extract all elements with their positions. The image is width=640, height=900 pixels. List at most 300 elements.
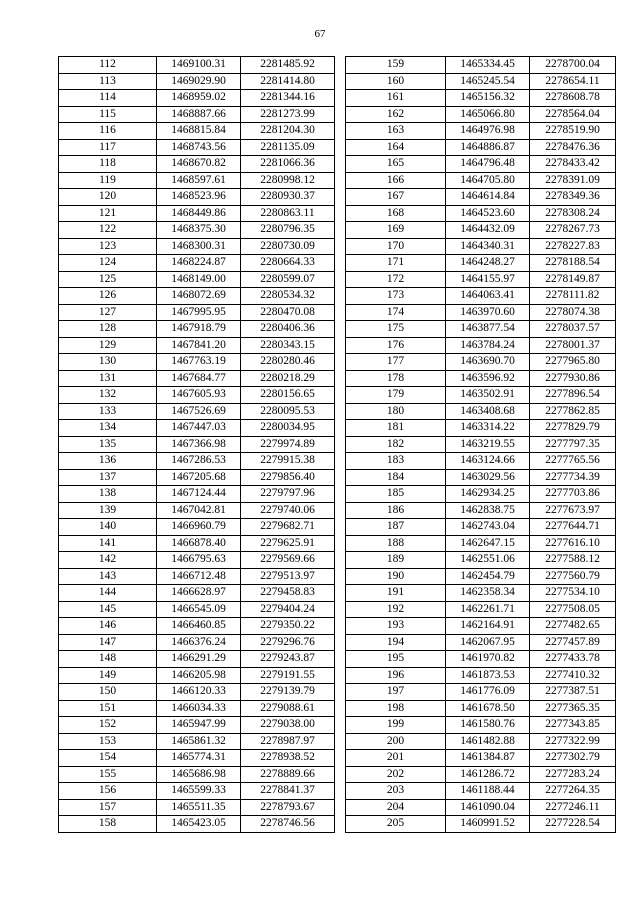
point-number-cell: 156 xyxy=(59,783,157,800)
x-coordinate-cell: 1466712.48 xyxy=(157,568,241,585)
table-row xyxy=(346,123,616,140)
x-coordinate-cell: 1462164.91 xyxy=(446,618,530,635)
x-coordinate-cell: 1465599.33 xyxy=(157,783,241,800)
point-number-cell: 138 xyxy=(59,486,157,503)
table-row xyxy=(59,634,335,651)
y-coordinate-cell: 2277965.80 xyxy=(530,354,616,371)
point-number-cell: 135 xyxy=(59,436,157,453)
table-row xyxy=(59,552,335,569)
x-coordinate-cell: 1465947.99 xyxy=(157,717,241,734)
table-row xyxy=(59,799,335,816)
x-coordinate-cell: 1462067.95 xyxy=(446,634,530,651)
y-coordinate-cell: 2277365.35 xyxy=(530,700,616,717)
y-coordinate-cell: 2278889.66 xyxy=(241,766,335,783)
table-row xyxy=(59,684,335,701)
y-coordinate-cell: 2280034.95 xyxy=(241,420,335,437)
x-coordinate-cell: 1467124.44 xyxy=(157,486,241,503)
table-row xyxy=(59,519,335,536)
point-number-cell: 182 xyxy=(346,436,446,453)
table-row xyxy=(346,238,616,255)
table-row xyxy=(346,139,616,156)
point-number-cell: 157 xyxy=(59,799,157,816)
x-coordinate-cell: 1468300.31 xyxy=(157,238,241,255)
point-number-cell: 195 xyxy=(346,651,446,668)
point-number-cell: 192 xyxy=(346,601,446,618)
y-coordinate-cell: 2280406.36 xyxy=(241,321,335,338)
point-number-cell: 198 xyxy=(346,700,446,717)
point-number-cell: 132 xyxy=(59,387,157,404)
x-coordinate-cell: 1466628.97 xyxy=(157,585,241,602)
y-coordinate-cell: 2279350.22 xyxy=(241,618,335,635)
x-coordinate-cell: 1465423.05 xyxy=(157,816,241,833)
table-row xyxy=(59,816,335,833)
x-coordinate-cell: 1466034.33 xyxy=(157,700,241,717)
table-row xyxy=(59,766,335,783)
table-row xyxy=(59,106,335,123)
x-coordinate-cell: 1467286.53 xyxy=(157,453,241,470)
point-number-cell: 118 xyxy=(59,156,157,173)
x-coordinate-cell: 1469029.90 xyxy=(157,73,241,90)
x-coordinate-cell: 1462647.15 xyxy=(446,535,530,552)
table-row xyxy=(59,205,335,222)
x-coordinate-cell: 1465066.80 xyxy=(446,106,530,123)
point-number-cell: 152 xyxy=(59,717,157,734)
point-number-cell: 137 xyxy=(59,469,157,486)
y-coordinate-cell: 2278001.37 xyxy=(530,337,616,354)
point-number-cell: 131 xyxy=(59,370,157,387)
x-coordinate-cell: 1468887.66 xyxy=(157,106,241,123)
point-number-cell: 183 xyxy=(346,453,446,470)
table-row xyxy=(59,139,335,156)
point-number-cell: 133 xyxy=(59,403,157,420)
table-row xyxy=(59,57,335,74)
point-number-cell: 126 xyxy=(59,288,157,305)
x-coordinate-cell: 1461384.87 xyxy=(446,750,530,767)
x-coordinate-cell: 1465245.54 xyxy=(446,73,530,90)
point-number-cell: 203 xyxy=(346,783,446,800)
y-coordinate-cell: 2277433.78 xyxy=(530,651,616,668)
point-number-cell: 193 xyxy=(346,618,446,635)
point-number-cell: 141 xyxy=(59,535,157,552)
table-row xyxy=(346,321,616,338)
table-row xyxy=(346,502,616,519)
x-coordinate-cell: 1467447.03 xyxy=(157,420,241,437)
table-row xyxy=(59,321,335,338)
y-coordinate-cell: 2281135.09 xyxy=(241,139,335,156)
y-coordinate-cell: 2280998.12 xyxy=(241,172,335,189)
point-number-cell: 116 xyxy=(59,123,157,140)
point-number-cell: 187 xyxy=(346,519,446,536)
y-coordinate-cell: 2279915.38 xyxy=(241,453,335,470)
table-row xyxy=(59,189,335,206)
table-row xyxy=(59,453,335,470)
table-row xyxy=(346,271,616,288)
table-row xyxy=(346,222,616,239)
x-coordinate-cell: 1466878.40 xyxy=(157,535,241,552)
y-coordinate-cell: 2277343.85 xyxy=(530,717,616,734)
x-coordinate-cell: 1464248.27 xyxy=(446,255,530,272)
point-number-cell: 143 xyxy=(59,568,157,585)
y-coordinate-cell: 2277797.35 xyxy=(530,436,616,453)
table-row xyxy=(346,799,616,816)
point-number-cell: 202 xyxy=(346,766,446,783)
x-coordinate-cell: 1466545.09 xyxy=(157,601,241,618)
x-coordinate-cell: 1467605.93 xyxy=(157,387,241,404)
point-number-cell: 149 xyxy=(59,667,157,684)
table-row xyxy=(346,403,616,420)
y-coordinate-cell: 2279797.96 xyxy=(241,486,335,503)
table-row xyxy=(346,618,616,635)
y-coordinate-cell: 2277588.12 xyxy=(530,552,616,569)
point-number-cell: 172 xyxy=(346,271,446,288)
point-number-cell: 136 xyxy=(59,453,157,470)
point-number-cell: 196 xyxy=(346,667,446,684)
table-row xyxy=(59,255,335,272)
point-number-cell: 127 xyxy=(59,304,157,321)
table-row xyxy=(59,156,335,173)
x-coordinate-cell: 1464705.80 xyxy=(446,172,530,189)
x-coordinate-cell: 1463970.60 xyxy=(446,304,530,321)
table-row xyxy=(346,420,616,437)
point-number-cell: 188 xyxy=(346,535,446,552)
table-row xyxy=(346,436,616,453)
point-number-cell: 117 xyxy=(59,139,157,156)
x-coordinate-cell: 1461090.04 xyxy=(446,799,530,816)
y-coordinate-cell: 2278519.90 xyxy=(530,123,616,140)
table-row xyxy=(346,783,616,800)
x-coordinate-cell: 1464523.60 xyxy=(446,205,530,222)
x-coordinate-cell: 1463690.70 xyxy=(446,354,530,371)
y-coordinate-cell: 2278746.56 xyxy=(241,816,335,833)
table-row xyxy=(346,255,616,272)
table-row xyxy=(59,370,335,387)
y-coordinate-cell: 2278111.82 xyxy=(530,288,616,305)
table-row xyxy=(346,601,616,618)
table-row xyxy=(59,222,335,239)
point-number-cell: 199 xyxy=(346,717,446,734)
x-coordinate-cell: 1463596.92 xyxy=(446,370,530,387)
point-number-cell: 191 xyxy=(346,585,446,602)
table-row xyxy=(346,700,616,717)
table-row xyxy=(346,750,616,767)
y-coordinate-cell: 2279038.00 xyxy=(241,717,335,734)
table-row xyxy=(59,667,335,684)
point-number-cell: 189 xyxy=(346,552,446,569)
y-coordinate-cell: 2277508.05 xyxy=(530,601,616,618)
table-row xyxy=(346,288,616,305)
point-number-cell: 139 xyxy=(59,502,157,519)
x-coordinate-cell: 1467763.19 xyxy=(157,354,241,371)
point-number-cell: 129 xyxy=(59,337,157,354)
table-row xyxy=(59,651,335,668)
x-coordinate-cell: 1463877.54 xyxy=(446,321,530,338)
point-number-cell: 121 xyxy=(59,205,157,222)
x-coordinate-cell: 1468449.86 xyxy=(157,205,241,222)
coordinates-table-left-body xyxy=(59,57,335,833)
y-coordinate-cell: 2280218.29 xyxy=(241,370,335,387)
table-row xyxy=(346,568,616,585)
y-coordinate-cell: 2277930.86 xyxy=(530,370,616,387)
x-coordinate-cell: 1469100.31 xyxy=(157,57,241,74)
table-row xyxy=(59,354,335,371)
point-number-cell: 184 xyxy=(346,469,446,486)
x-coordinate-cell: 1462358.34 xyxy=(446,585,530,602)
table-row xyxy=(59,618,335,635)
x-coordinate-cell: 1468149.00 xyxy=(157,271,241,288)
y-coordinate-cell: 2278188.54 xyxy=(530,255,616,272)
y-coordinate-cell: 2279243.87 xyxy=(241,651,335,668)
x-coordinate-cell: 1463408.68 xyxy=(446,403,530,420)
y-coordinate-cell: 2279296.76 xyxy=(241,634,335,651)
table-row xyxy=(59,238,335,255)
table-row xyxy=(346,519,616,536)
x-coordinate-cell: 1462551.06 xyxy=(446,552,530,569)
y-coordinate-cell: 2277673.97 xyxy=(530,502,616,519)
point-number-cell: 158 xyxy=(59,816,157,833)
y-coordinate-cell: 2281485.92 xyxy=(241,57,335,74)
y-coordinate-cell: 2280470.08 xyxy=(241,304,335,321)
table-row xyxy=(346,387,616,404)
x-coordinate-cell: 1465156.32 xyxy=(446,90,530,107)
y-coordinate-cell: 2278227.83 xyxy=(530,238,616,255)
y-coordinate-cell: 2280796.35 xyxy=(241,222,335,239)
y-coordinate-cell: 2278793.67 xyxy=(241,799,335,816)
table-row xyxy=(59,271,335,288)
y-coordinate-cell: 2278349.36 xyxy=(530,189,616,206)
table-row xyxy=(59,73,335,90)
y-coordinate-cell: 2281273.99 xyxy=(241,106,335,123)
table-row xyxy=(346,172,616,189)
point-number-cell: 180 xyxy=(346,403,446,420)
x-coordinate-cell: 1467684.77 xyxy=(157,370,241,387)
table-row xyxy=(346,486,616,503)
y-coordinate-cell: 2281414.80 xyxy=(241,73,335,90)
point-number-cell: 145 xyxy=(59,601,157,618)
x-coordinate-cell: 1466460.85 xyxy=(157,618,241,635)
table-row xyxy=(59,288,335,305)
table-row xyxy=(59,585,335,602)
y-coordinate-cell: 2279088.61 xyxy=(241,700,335,717)
y-coordinate-cell: 2277482.65 xyxy=(530,618,616,635)
y-coordinate-cell: 2281066.36 xyxy=(241,156,335,173)
x-coordinate-cell: 1461286.72 xyxy=(446,766,530,783)
point-number-cell: 179 xyxy=(346,387,446,404)
point-number-cell: 174 xyxy=(346,304,446,321)
point-number-cell: 204 xyxy=(346,799,446,816)
table-row xyxy=(346,717,616,734)
y-coordinate-cell: 2280156.65 xyxy=(241,387,335,404)
y-coordinate-cell: 2277644.71 xyxy=(530,519,616,536)
y-coordinate-cell: 2278700.04 xyxy=(530,57,616,74)
x-coordinate-cell: 1461678.50 xyxy=(446,700,530,717)
table-row xyxy=(59,90,335,107)
x-coordinate-cell: 1463314.22 xyxy=(446,420,530,437)
point-number-cell: 115 xyxy=(59,106,157,123)
y-coordinate-cell: 2278476.36 xyxy=(530,139,616,156)
x-coordinate-cell: 1468959.02 xyxy=(157,90,241,107)
point-number-cell: 134 xyxy=(59,420,157,437)
y-coordinate-cell: 2277264.35 xyxy=(530,783,616,800)
y-coordinate-cell: 2278267.73 xyxy=(530,222,616,239)
table-row xyxy=(59,700,335,717)
x-coordinate-cell: 1464976.98 xyxy=(446,123,530,140)
y-coordinate-cell: 2280730.09 xyxy=(241,238,335,255)
y-coordinate-cell: 2278841.37 xyxy=(241,783,335,800)
y-coordinate-cell: 2279625.91 xyxy=(241,535,335,552)
x-coordinate-cell: 1461482.88 xyxy=(446,733,530,750)
table-row xyxy=(346,370,616,387)
y-coordinate-cell: 2277560.79 xyxy=(530,568,616,585)
x-coordinate-cell: 1467042.81 xyxy=(157,502,241,519)
y-coordinate-cell: 2281204.30 xyxy=(241,123,335,140)
point-number-cell: 153 xyxy=(59,733,157,750)
y-coordinate-cell: 2279740.06 xyxy=(241,502,335,519)
point-number-cell: 201 xyxy=(346,750,446,767)
y-coordinate-cell: 2278037.57 xyxy=(530,321,616,338)
y-coordinate-cell: 2280599.07 xyxy=(241,271,335,288)
x-coordinate-cell: 1462934.25 xyxy=(446,486,530,503)
point-number-cell: 162 xyxy=(346,106,446,123)
x-coordinate-cell: 1468224.87 xyxy=(157,255,241,272)
y-coordinate-cell: 2281344.16 xyxy=(241,90,335,107)
table-row xyxy=(346,535,616,552)
point-number-cell: 147 xyxy=(59,634,157,651)
y-coordinate-cell: 2279191.55 xyxy=(241,667,335,684)
point-number-cell: 119 xyxy=(59,172,157,189)
point-number-cell: 113 xyxy=(59,73,157,90)
x-coordinate-cell: 1464886.87 xyxy=(446,139,530,156)
x-coordinate-cell: 1463784.24 xyxy=(446,337,530,354)
x-coordinate-cell: 1466795.63 xyxy=(157,552,241,569)
table-row xyxy=(346,189,616,206)
point-number-cell: 163 xyxy=(346,123,446,140)
y-coordinate-cell: 2277283.24 xyxy=(530,766,616,783)
y-coordinate-cell: 2277387.51 xyxy=(530,684,616,701)
x-coordinate-cell: 1463219.55 xyxy=(446,436,530,453)
point-number-cell: 171 xyxy=(346,255,446,272)
table-row xyxy=(346,205,616,222)
point-number-cell: 169 xyxy=(346,222,446,239)
x-coordinate-cell: 1464614.84 xyxy=(446,189,530,206)
table-row xyxy=(59,733,335,750)
point-number-cell: 170 xyxy=(346,238,446,255)
page-number: 67 xyxy=(314,28,326,40)
y-coordinate-cell: 2278938.52 xyxy=(241,750,335,767)
y-coordinate-cell: 2280930.37 xyxy=(241,189,335,206)
x-coordinate-cell: 1463029.56 xyxy=(446,469,530,486)
point-number-cell: 130 xyxy=(59,354,157,371)
point-number-cell: 200 xyxy=(346,733,446,750)
x-coordinate-cell: 1466376.24 xyxy=(157,634,241,651)
point-number-cell: 154 xyxy=(59,750,157,767)
x-coordinate-cell: 1463124.66 xyxy=(446,453,530,470)
table-row xyxy=(346,453,616,470)
y-coordinate-cell: 2280095.53 xyxy=(241,403,335,420)
x-coordinate-cell: 1466205.98 xyxy=(157,667,241,684)
table-row xyxy=(346,156,616,173)
table-row xyxy=(59,436,335,453)
point-number-cell: 186 xyxy=(346,502,446,519)
y-coordinate-cell: 2278308.24 xyxy=(530,205,616,222)
table-row xyxy=(346,106,616,123)
table-row xyxy=(346,733,616,750)
x-coordinate-cell: 1462743.04 xyxy=(446,519,530,536)
point-number-cell: 148 xyxy=(59,651,157,668)
point-number-cell: 140 xyxy=(59,519,157,536)
table-row xyxy=(346,634,616,651)
table-row xyxy=(59,304,335,321)
x-coordinate-cell: 1467526.69 xyxy=(157,403,241,420)
y-coordinate-cell: 2278608.78 xyxy=(530,90,616,107)
table-row xyxy=(346,469,616,486)
table-row xyxy=(59,783,335,800)
point-number-cell: 190 xyxy=(346,568,446,585)
x-coordinate-cell: 1462838.75 xyxy=(446,502,530,519)
table-row xyxy=(59,420,335,437)
coordinates-table-right xyxy=(345,56,616,833)
y-coordinate-cell: 2277457.89 xyxy=(530,634,616,651)
point-number-cell: 165 xyxy=(346,156,446,173)
x-coordinate-cell: 1461776.09 xyxy=(446,684,530,701)
y-coordinate-cell: 2279856.40 xyxy=(241,469,335,486)
y-coordinate-cell: 2280534.32 xyxy=(241,288,335,305)
x-coordinate-cell: 1467918.79 xyxy=(157,321,241,338)
table-row xyxy=(59,387,335,404)
y-coordinate-cell: 2280280.46 xyxy=(241,354,335,371)
table-row xyxy=(346,73,616,90)
point-number-cell: 114 xyxy=(59,90,157,107)
point-number-cell: 178 xyxy=(346,370,446,387)
table-row xyxy=(346,552,616,569)
y-coordinate-cell: 2277228.54 xyxy=(530,816,616,833)
point-number-cell: 124 xyxy=(59,255,157,272)
x-coordinate-cell: 1460991.52 xyxy=(446,816,530,833)
point-number-cell: 151 xyxy=(59,700,157,717)
x-coordinate-cell: 1466120.33 xyxy=(157,684,241,701)
table-row xyxy=(59,469,335,486)
y-coordinate-cell: 2280343.15 xyxy=(241,337,335,354)
point-number-cell: 167 xyxy=(346,189,446,206)
x-coordinate-cell: 1462261.71 xyxy=(446,601,530,618)
x-coordinate-cell: 1466291.29 xyxy=(157,651,241,668)
x-coordinate-cell: 1465861.32 xyxy=(157,733,241,750)
y-coordinate-cell: 2279404.24 xyxy=(241,601,335,618)
x-coordinate-cell: 1466960.79 xyxy=(157,519,241,536)
y-coordinate-cell: 2280664.33 xyxy=(241,255,335,272)
table-row xyxy=(346,667,616,684)
point-number-cell: 120 xyxy=(59,189,157,206)
table-row xyxy=(346,304,616,321)
y-coordinate-cell: 2279974.89 xyxy=(241,436,335,453)
point-number-cell: 177 xyxy=(346,354,446,371)
y-coordinate-cell: 2277734.39 xyxy=(530,469,616,486)
x-coordinate-cell: 1464155.97 xyxy=(446,271,530,288)
y-coordinate-cell: 2279569.66 xyxy=(241,552,335,569)
point-number-cell: 194 xyxy=(346,634,446,651)
table-row xyxy=(346,651,616,668)
point-number-cell: 125 xyxy=(59,271,157,288)
x-coordinate-cell: 1464063.41 xyxy=(446,288,530,305)
y-coordinate-cell: 2278987.97 xyxy=(241,733,335,750)
x-coordinate-cell: 1467995.95 xyxy=(157,304,241,321)
x-coordinate-cell: 1465511.35 xyxy=(157,799,241,816)
y-coordinate-cell: 2277703.86 xyxy=(530,486,616,503)
point-number-cell: 155 xyxy=(59,766,157,783)
point-number-cell: 205 xyxy=(346,816,446,833)
x-coordinate-cell: 1467366.98 xyxy=(157,436,241,453)
x-coordinate-cell: 1468375.30 xyxy=(157,222,241,239)
y-coordinate-cell: 2278074.38 xyxy=(530,304,616,321)
